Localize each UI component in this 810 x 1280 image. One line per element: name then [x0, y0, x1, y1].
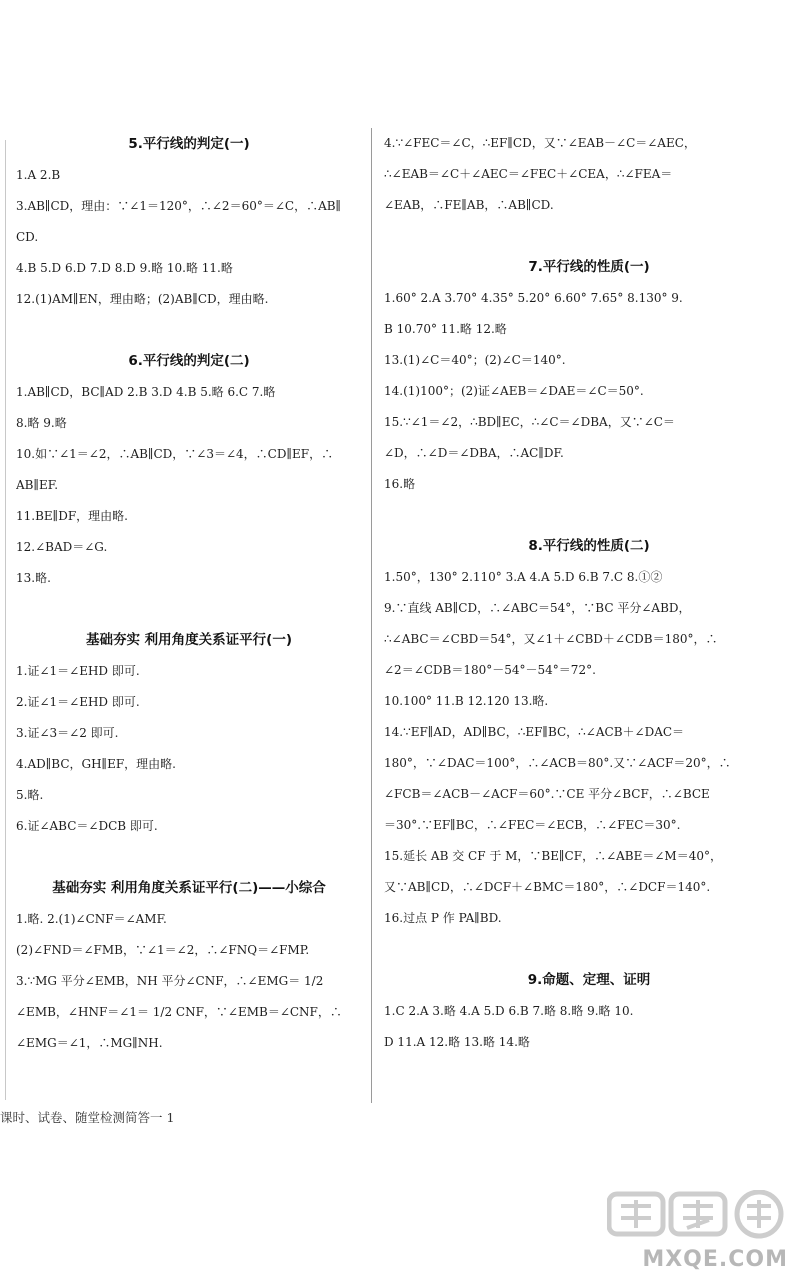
answer-line: ∠EMG＝∠1，∴MG∥NH.: [16, 1036, 163, 1050]
answer-line: 10.100° 11.B 12.120 13.略.: [384, 694, 549, 708]
section-title: 5.平行线的判定(一): [128, 136, 250, 152]
answer-line: AB∥EF.: [16, 478, 59, 492]
answer-line: 1.60° 2.A 3.70° 4.35° 5.20° 6.60° 7.65° 8.130° 9.: [384, 291, 683, 305]
answer-line: ∠D，∴∠D＝∠DBA，∴AC∥DF.: [384, 446, 564, 460]
answer-line: 12.∠BAD＝∠G.: [16, 540, 108, 554]
section-title: 基础夯实 利用角度关系证平行(二)——小综合: [52, 880, 326, 896]
answer-line: 11.BE∥DF，理由略.: [16, 509, 128, 523]
section: [16, 345, 362, 594]
answer-line: 8.略 9.略: [16, 416, 67, 430]
answer-line: 3.∵MG 平分∠EMB，NH 平分∠CNF，∴∠EMG＝ 1/2: [16, 974, 324, 988]
answer-line: 6.证∠ABC＝∠DCB 即可.: [16, 819, 158, 833]
answer-line: CD.: [16, 230, 39, 244]
answer-line: 4.∵∠FEC＝∠C，∴EF∥CD，又∵∠EAB－∠C＝∠AEC，: [384, 136, 696, 150]
section: [384, 964, 794, 1058]
answer-line: 1.A 2.B: [16, 168, 61, 182]
section: [384, 251, 794, 500]
answer-line: 3.证∠3＝∠2 即可.: [16, 726, 119, 740]
answer-line: 1.略. 2.(1)∠CNF＝∠AMF.: [16, 912, 167, 926]
answer-line: 4.B 5.D 6.D 7.D 8.D 9.略 10.略 11.略: [16, 261, 233, 275]
answer-line: 16.过点 P 作 PA∥BD.: [384, 911, 502, 925]
section: [16, 872, 362, 1059]
answer-line: 4.AD∥BC，GH∥EF，理由略.: [16, 757, 176, 771]
answer-line: 13.(1)∠C＝40°；(2)∠C＝140°.: [384, 353, 566, 367]
answer-line: ∠FCB＝∠ACB－∠ACF＝60°.∵CE 平分∠BCF，∴∠BCE: [384, 787, 710, 801]
left-column: [16, 128, 362, 1089]
page-footer: 课时、试卷、随堂检测简答一 1: [0, 1110, 175, 1125]
section-title: 6.平行线的判定(二): [128, 353, 250, 369]
section-title: 8.平行线的性质(二): [528, 538, 650, 554]
right-column: [384, 128, 794, 1088]
section-title: 7.平行线的性质(一): [528, 259, 650, 275]
answer-line: 13.略.: [16, 571, 51, 585]
answer-line: ∠2＝∠CDB＝180°－54°－54°＝72°.: [384, 663, 596, 677]
section-title: 基础夯实 利用角度关系证平行(一): [85, 632, 293, 648]
answer-line: 1.C 2.A 3.略 4.A 5.D 6.B 7.略 8.略 9.略 10.: [384, 1004, 634, 1018]
answer-line: 14.∵EF∥AD，AD∥BC，∴EF∥BC，∴∠ACB＋∠DAC＝: [384, 725, 685, 739]
answer-line: 14.(1)100°；(2)证∠AEB＝∠DAE＝∠C＝50°.: [384, 384, 644, 398]
column-divider: [371, 128, 372, 1103]
section: [16, 624, 362, 842]
answer-line: ∠EAB，∴FE∥AB，∴AB∥CD.: [384, 198, 554, 212]
answer-line: 15.延长 AB 交 CF 于 M，∵BE∥CF，∴∠ABE＝∠M＝40°，: [384, 849, 722, 863]
answer-line: 3.AB∥CD，理由：∵∠1＝120°，∴∠2＝60°＝∠C，∴AB∥: [16, 199, 342, 213]
section-continued: [384, 128, 794, 221]
answer-line: 180°，∵∠DAC＝100°，∴∠ACB＝80°.又∵∠ACF＝20°，∴: [384, 756, 731, 770]
answer-line: B 10.70° 11.略 12.略: [384, 322, 507, 336]
section-title: 9.命题、定理、证明: [527, 972, 651, 988]
answer-line: 12.(1)AM∥EN，理由略；(2)AB∥CD，理由略.: [16, 292, 269, 306]
answer-line: 9.∵直线 AB∥CD，∴∠ABC＝54°，∵BC 平分∠ABD，: [384, 601, 691, 615]
answer-line: 10.如∵∠1＝∠2，∴AB∥CD，∵∠3＝∠4，∴CD∥EF，∴: [16, 447, 334, 461]
answer-line: 15.∵∠1＝∠2，∴BD∥EC，∴∠C＝∠DBA，又∵∠C＝: [384, 415, 675, 429]
left-edge-rule: [5, 140, 6, 1100]
answer-line: 1.50°，130° 2.110° 3.A 4.A 5.D 6.B 7.C 8.①②: [384, 570, 663, 584]
answer-line: ∠EMB，∠HNF＝∠1＝ 1/2 CNF，∵∠EMB＝∠CNF，∴: [16, 1005, 342, 1019]
answer-line: ＝30°.∵EF∥BC，∴∠FEC＝∠ECB，∴∠FEC＝30°.: [384, 818, 681, 832]
watermark-site: MXQE.COM: [642, 1247, 788, 1272]
answer-line: 16.略: [384, 477, 416, 491]
answer-line: D 11.A 12.略 13.略 14.略: [384, 1035, 530, 1049]
section: [384, 530, 794, 934]
answer-line: ∴∠ABC＝∠CBD＝54°，又∠1＋∠CBD＋∠CDB＝180°，∴: [384, 632, 718, 646]
answer-line: 1.证∠1＝∠EHD 即可.: [16, 664, 140, 678]
answer-line: 5.略.: [16, 788, 44, 802]
section: [16, 128, 362, 315]
answer-line: 又∵AB∥CD，∴∠DCF＋∠BMC＝180°，∴∠DCF＝140°.: [384, 880, 711, 894]
answer-line: (2)∠FND＝∠FMB，∵∠1＝∠2，∴∠FNQ＝∠FMP.: [16, 943, 310, 957]
answer-line: 2.证∠1＝∠EHD 即可.: [16, 695, 140, 709]
answer-line: 1.AB∥CD，BC∥AD 2.B 3.D 4.B 5.略 6.C 7.略: [16, 385, 276, 399]
answer-line: ∴∠EAB＝∠C＋∠AEC＝∠FEC＋∠CEA，∴∠FEA＝: [384, 167, 673, 181]
